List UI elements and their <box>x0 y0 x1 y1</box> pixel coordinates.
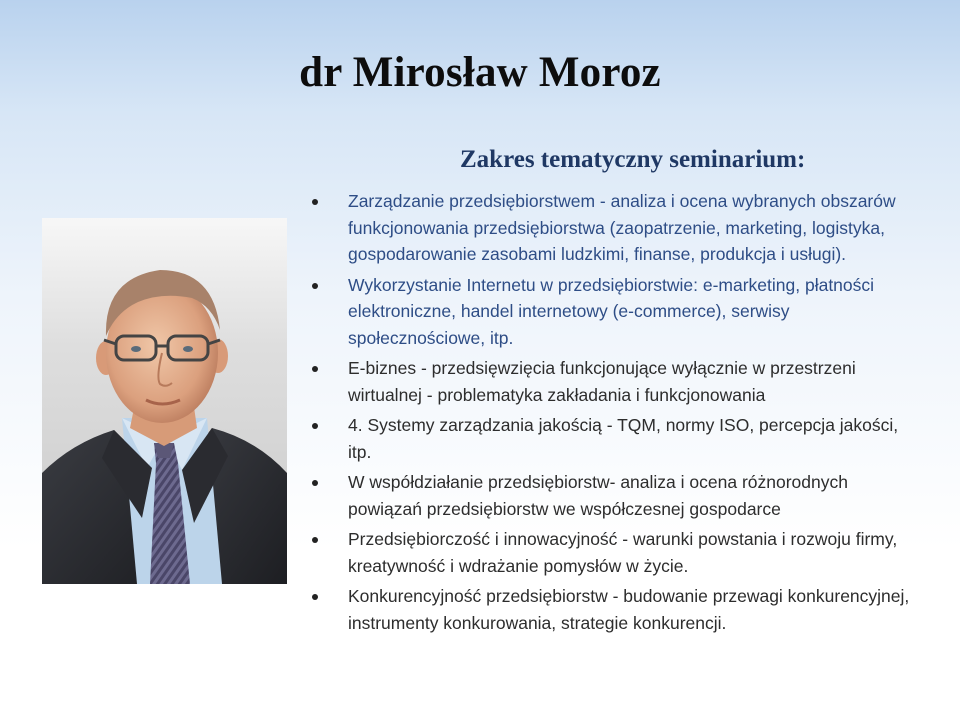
bullet-icon <box>312 480 318 486</box>
bullet-icon <box>312 199 318 205</box>
portrait-illustration <box>42 218 287 584</box>
topics-list <box>306 188 926 640</box>
topic-text: W współdziałanie przedsiębiorstw- analiza i ocena różnorodnych powiązań przedsiębiorstw we współczesnej gospodarce <box>348 472 848 519</box>
page-title: dr Mirosław Moroz <box>299 49 661 96</box>
topic-text: Zarządzanie przedsiębiorstwem - analiza i ocena wybranych obszarów funkcjonowania przedsiębiorstwa (zaopatrzenie, marketing, logistyka, gospodarowanie zasobami ludzkimi, finanse, produkcja i usługi). <box>348 191 896 264</box>
bullet-icon <box>312 594 318 600</box>
list-item <box>306 583 926 636</box>
list-item <box>306 272 926 352</box>
topic-text: E-biznes - przedsięwzięcia funkcjonujące wyłącznie w przestrzeni wirtualnej - problematyka zakładania i funkcjonowania <box>348 358 856 405</box>
bullet-icon <box>312 366 318 372</box>
topic-text: Wykorzystanie Internetu w przedsiębiorstwie: e-marketing, płatności elektroniczne, handel internetowy (e-commerce), serwisy społecznościowe, itp. <box>348 274 875 348</box>
bullet-icon <box>312 283 318 289</box>
seminar-topics-heading: Zakres tematyczny seminarium: <box>460 146 806 173</box>
list-item <box>306 355 926 408</box>
bullet-icon <box>312 537 318 543</box>
list-item <box>306 188 926 268</box>
bullet-icon <box>312 423 318 429</box>
list-item <box>306 469 926 522</box>
topic-text: Konkurencyjność przedsiębiorstw - budowanie przewagi konkurencyjnej, instrumenty konkurowania, strategie konkurencji. <box>348 586 910 633</box>
portrait-photo <box>42 218 287 584</box>
list-item <box>306 412 926 465</box>
topic-text: 4. Systemy zarządzania jakością - TQM, normy ISO, percepcja jakości, itp. <box>348 415 899 462</box>
topic-text: Przedsiębiorczość i innowacyjność - warunki powstania i rozwoju firmy, kreatywność i wdrażanie pomysłów w życie. <box>348 529 898 576</box>
list-item <box>306 526 926 579</box>
